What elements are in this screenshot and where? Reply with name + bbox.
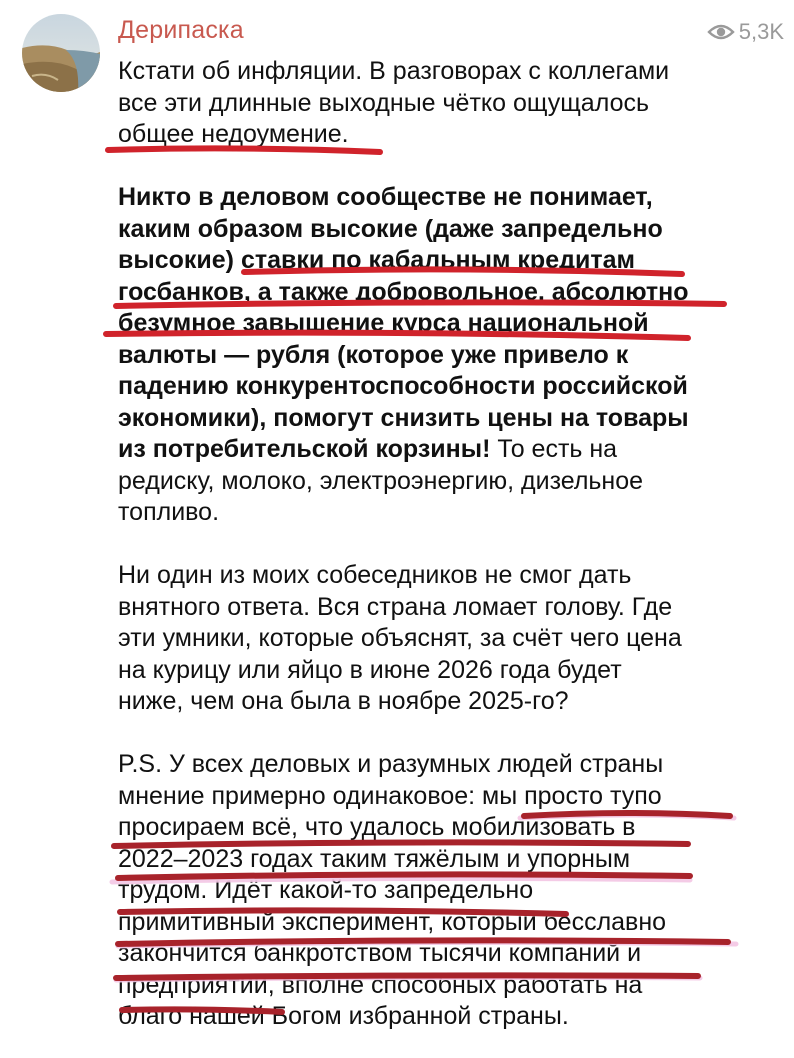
- bold-text-line: экономики), помогут снизить цены на товары: [118, 403, 689, 432]
- text-line: на курицу или яйцо в июне 2026 года будет: [118, 655, 622, 684]
- text-line: P.S. У всех деловых и разумных людей страны: [118, 750, 664, 778]
- text-line: редиску, молоко, электроэнергию, дизельное: [118, 466, 644, 495]
- text-line: предприятий, вполне способных работать на: [118, 970, 643, 999]
- channel-name[interactable]: Дерипаска: [118, 16, 244, 44]
- text-line: внятного ответа. Вся страна ломает голову. Где: [118, 592, 673, 621]
- bold-text-line: падению конкурентоспособности российской: [118, 372, 688, 400]
- bold-text-line: валюты — рубля (которое уже привело к: [118, 340, 629, 369]
- text-line: 2022–2023 годах таким тяжёлым и упорным: [118, 844, 631, 873]
- text-line: просираем всё, что удалось мобилизовать в: [118, 813, 636, 841]
- eye-icon: [707, 22, 735, 42]
- landscape-avatar-icon: [22, 14, 100, 92]
- bold-text-line: каким образом высокие (даже запредельно: [118, 214, 663, 243]
- bold-text-line: высокие) ставки по кабальным кредитам: [118, 246, 635, 274]
- text-line: ниже, чем она была в ноябре 2025-го?: [118, 687, 569, 715]
- text-line: примитивный эксперимент, который бесславно: [118, 907, 667, 936]
- mixed-text-line: [118, 434, 786, 466]
- bold-text-line: госбанков, а также добровольное, абсолютно: [118, 277, 689, 306]
- bold-text-line: Никто в деловом сообществе не понимает,: [118, 183, 653, 211]
- text-line: все эти длинные выходные чётко ощущалось: [118, 88, 649, 117]
- post-body: [118, 56, 786, 1033]
- avatar[interactable]: [22, 14, 100, 92]
- text-line: общее недоумение.: [118, 120, 349, 148]
- text-line: эти умники, которые объяснят, за счёт чего цена: [118, 624, 682, 652]
- bold-fragment: из потребительской корзины!: [118, 435, 491, 463]
- text-line: топливо.: [118, 498, 220, 526]
- text-line: закончится банкротством тысячи компаний и: [118, 939, 642, 967]
- text-line: мнение примерно одинаковое: мы просто тупо: [118, 781, 662, 810]
- regular-fragment: То есть на: [490, 435, 618, 463]
- text-line: Ни один из моих собеседников не смог дать: [118, 561, 632, 589]
- view-count: 5,3K: [738, 19, 784, 44]
- text-line: Кстати об инфляции. В разговорах с коллегами: [118, 57, 670, 85]
- text-line: благо нашей Богом избранной страны.: [118, 1002, 569, 1030]
- view-counter: [707, 19, 784, 45]
- text-line: трудом. Идёт какой-то запредельно: [118, 876, 534, 904]
- bold-text-line: безумное завышение курса национальной: [118, 309, 649, 337]
